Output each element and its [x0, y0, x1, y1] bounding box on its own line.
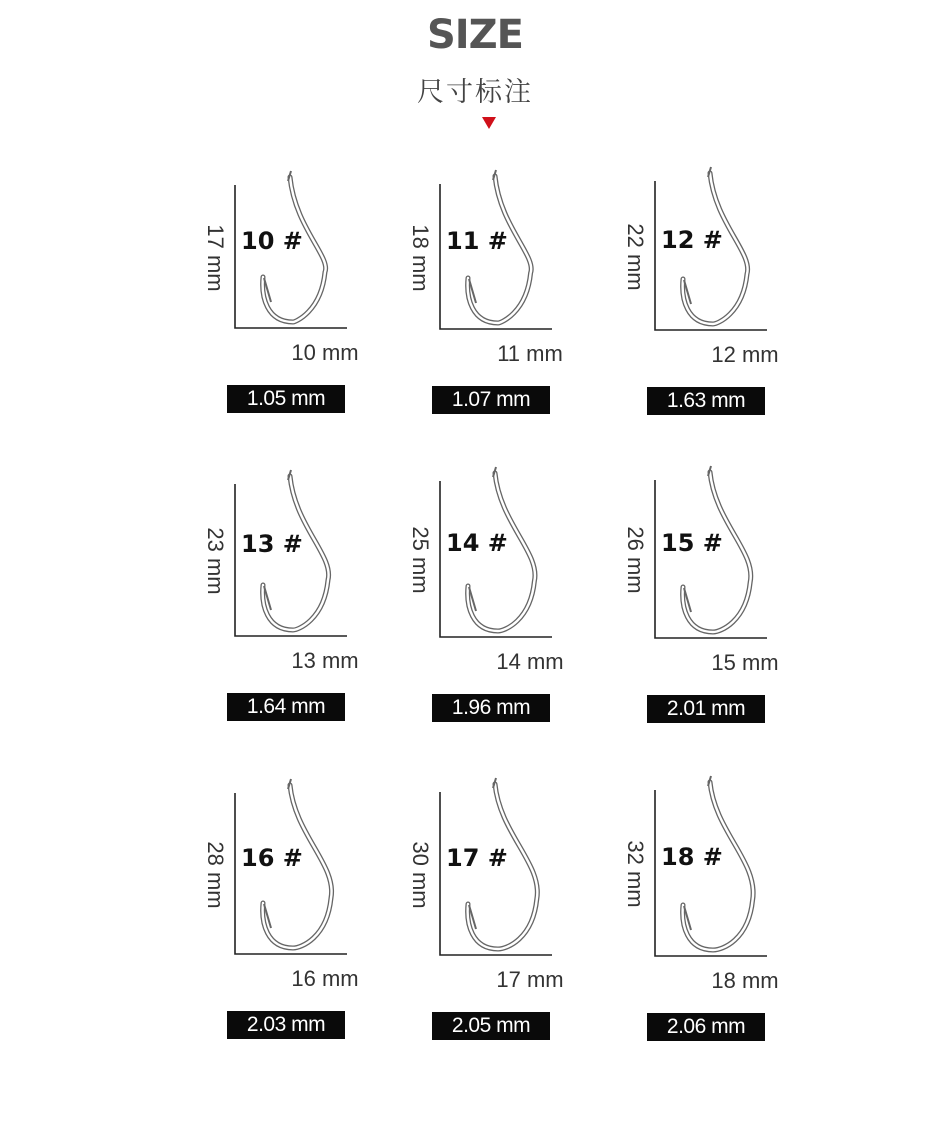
header [0, 0, 950, 135]
hook-size-label: 16 # [241, 844, 303, 872]
dimension-axis [235, 185, 347, 328]
wire-diameter-badge: 2.06 mm [647, 1013, 765, 1041]
page-subtitle: 尺寸标注 [417, 77, 533, 108]
hook-width-label: 12 mm [711, 342, 779, 367]
hook-width-label: 15 mm [711, 650, 779, 675]
hook-size-label: 12 # [661, 226, 723, 254]
hook-length-label: 22 mm [623, 223, 648, 291]
hook-width-label: 18 mm [711, 968, 779, 993]
hook-length-label: 26 mm [623, 526, 648, 594]
hook-length-label: 25 mm [408, 526, 433, 594]
hook-size-label: 13 # [241, 530, 303, 558]
hook-width-label: 11 mm [497, 341, 563, 366]
wire-diameter-badge: 1.05 mm [227, 385, 345, 413]
hook-width-label: 13 mm [291, 648, 359, 673]
hook-card [200, 770, 410, 1070]
down-arrow-icon [482, 117, 496, 129]
hook-illustration [620, 770, 830, 1000]
wire-diameter-badge: 1.63 mm [647, 387, 765, 415]
hook-size-label: 17 # [446, 844, 508, 872]
dimension-axis [655, 480, 767, 638]
hook-card [405, 770, 615, 1070]
wire-diameter-badge: 1.96 mm [432, 694, 550, 722]
hook-length-label: 30 mm [408, 841, 433, 909]
hook-size-label: 15 # [661, 529, 723, 557]
dimension-axis [655, 181, 767, 330]
hook-size-label: 14 # [446, 529, 508, 557]
hook-length-label: 28 mm [203, 841, 228, 909]
hook-width-label: 14 mm [496, 649, 564, 674]
dimension-axis [440, 184, 552, 329]
wire-diameter-badge: 1.07 mm [432, 386, 550, 414]
hook-width-label: 17 mm [496, 967, 564, 992]
page-title: SIZE [426, 12, 524, 58]
hook-card [620, 150, 830, 450]
hook-card [405, 455, 615, 755]
wire-diameter-badge: 2.03 mm [227, 1011, 345, 1039]
hook-card [620, 455, 830, 755]
wire-diameter-badge: 1.64 mm [227, 693, 345, 721]
hook-length-label: 17 mm [203, 224, 228, 292]
hook-card [620, 770, 830, 1070]
hook-length-label: 18 mm [408, 224, 433, 292]
hook-size-label: 18 # [661, 843, 723, 871]
hook-size-label: 11 # [446, 227, 508, 255]
hook-card [405, 150, 615, 450]
hook-width-label: 10 mm [291, 340, 359, 365]
hook-width-label: 16 mm [291, 966, 359, 991]
dimension-axis [235, 484, 347, 636]
wire-diameter-badge: 2.05 mm [432, 1012, 550, 1040]
hook-size-label: 10 # [241, 227, 303, 255]
hook-illustration [405, 770, 615, 1000]
dimension-axis [440, 481, 552, 637]
hook-length-label: 23 mm [203, 527, 228, 595]
hook-card [200, 150, 410, 450]
hook-length-label: 32 mm [623, 840, 648, 908]
wire-diameter-badge: 2.01 mm [647, 695, 765, 723]
hook-card [200, 455, 410, 755]
